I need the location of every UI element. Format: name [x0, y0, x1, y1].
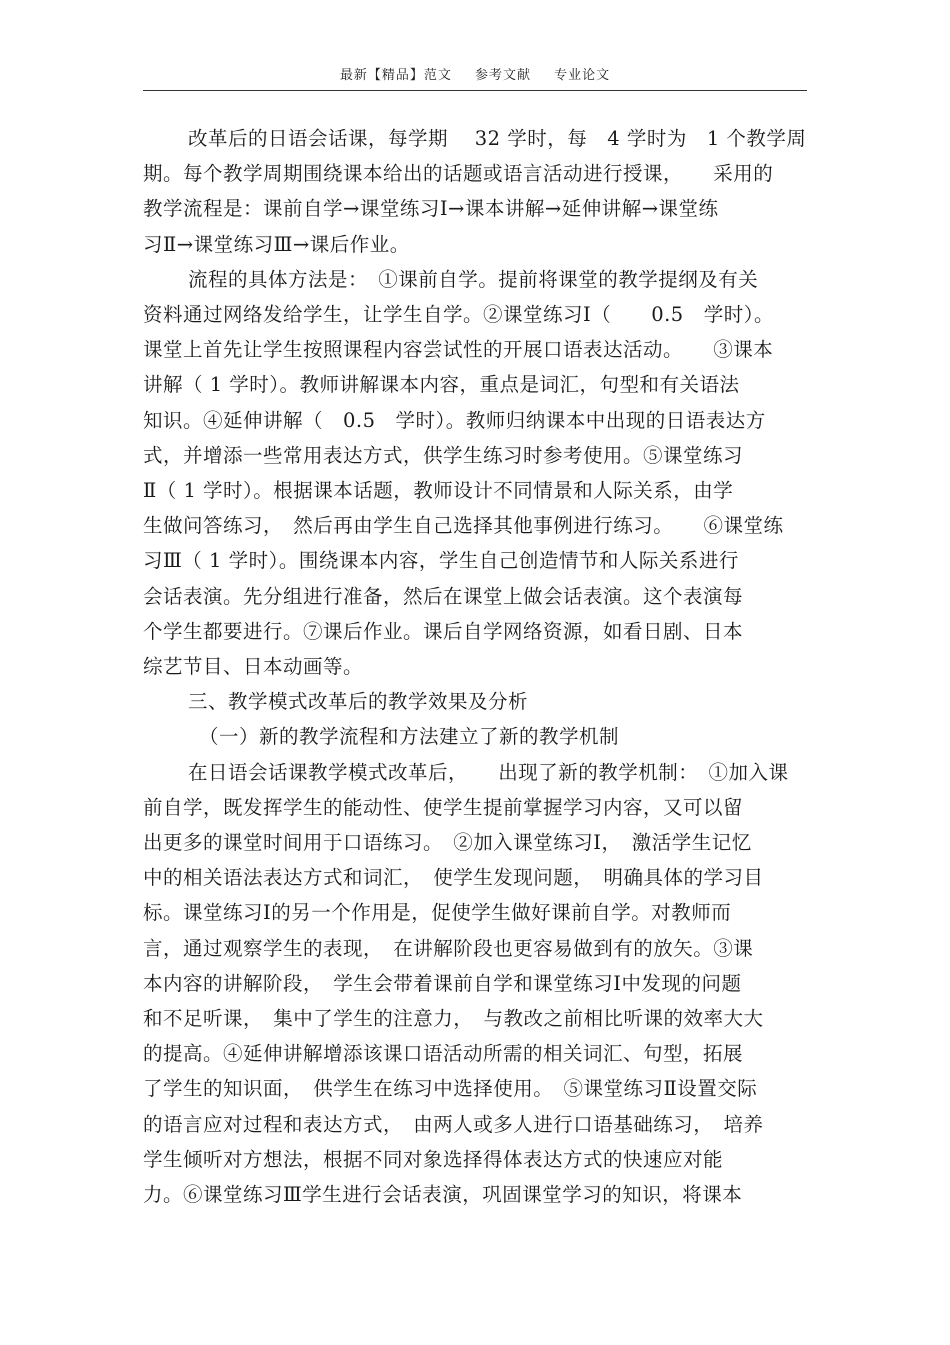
- text-line: 教学流程是：课前自学→课堂练习Ⅰ→课本讲解→延伸讲解→课堂练: [143, 197, 719, 221]
- text-line: 流程的具体方法是： ①课前自学。提前将课堂的教学提纲及有关: [188, 267, 759, 291]
- text-line: 本内容的讲解阶段， 学生会带着课前自学和课堂练习Ⅰ中发现的问题: [143, 971, 742, 995]
- text-line: （一）新的教学流程和方法建立了新的教学机制: [199, 725, 620, 749]
- text-line: 课堂上首先让学生按照课程内容尝试性的开展口语表达活动。 ③课本: [143, 338, 774, 362]
- header-item: 专业论文: [554, 68, 611, 83]
- text-line: 学生倾听对方想法，根据不同对象选择得体表达方式的快速应对能: [143, 1147, 724, 1171]
- text-line: 生做问答练习， 然后再由学生自己选择其他事例进行练习。 ⑥课堂练: [143, 514, 784, 538]
- text-line: 在日语会话课教学模式改革后， 出现了新的教学机制： ①加入课: [188, 760, 789, 784]
- text-line: 会话表演。先分组进行准备，然后在课堂上做会话表演。这个表演每: [143, 584, 744, 608]
- text-line: 中的相关语法表达方式和词汇， 使学生发现问题， 明确具体的学习目: [143, 866, 764, 890]
- text-line: 的提高。④延伸讲解增添该课口语活动所需的相关词汇、句型，拓展: [143, 1042, 744, 1066]
- header-item: 参考文献: [474, 68, 531, 83]
- text-line: 言，通过观察学生的表现， 在讲解阶段也更容易做到有的放矢。③课: [143, 936, 754, 960]
- text-line: 习Ⅱ→课堂练习Ⅲ→课后作业。: [143, 232, 410, 256]
- text-line: 了学生的知识面， 供学生在练习中选择使用。 ⑤课堂练习Ⅱ设置交际: [143, 1077, 758, 1101]
- text-line: 式，并增添一些常用表达方式，供学生练习时参考使用。⑤课堂练习: [143, 443, 744, 467]
- text-line: 综艺节目、日本动画等。: [143, 655, 364, 678]
- text-line: 个学生都要进行。⑦课后作业。课后自学网络资源，如看日剧、日本: [143, 619, 744, 643]
- page-header: [143, 64, 807, 83]
- text-line: 力。⑥课堂练习Ⅲ学生进行会话表演，巩固课堂学习的知识，将课本: [143, 1183, 743, 1206]
- text-line: 改革后的日语会话课，每学期 32 学时，每 4 学时为 1 个教学周: [188, 127, 807, 150]
- text-line: 出更多的课堂时间用于口语练习。 ②加入课堂练习Ⅰ， 激活学生记忆: [143, 831, 752, 854]
- text-line: 的语言应对过程和表达方式， 由两人或多人进行口语基础练习， 培养: [143, 1112, 764, 1136]
- text-line: Ⅱ（ 1 学时）。根据课本话题，教师设计不同情景和人际关系，由学: [143, 479, 734, 502]
- text-line: 资料通过网络发给学生，让学生自学。②课堂练习Ⅰ（ 0.5 学时）。: [143, 303, 774, 326]
- text-line: 习Ⅲ（ 1 学时）。围绕课本内容，学生自己创造情节和人际关系进行: [143, 549, 739, 573]
- text-line: 和不足听课， 集中了学生的注意力， 与教改之前相比听课的效率大大: [143, 1007, 764, 1030]
- header-item: 最新【精品】范文: [339, 68, 452, 83]
- text-line: 标。课堂练习Ⅰ的另一个作用是，促使学生做好课前自学。对教师而: [143, 901, 732, 925]
- text-line: 讲解（ 1 学时）。教师讲解课本内容，重点是词汇，句型和有关语法: [143, 373, 740, 397]
- text-line: 知识。④延伸讲解（ 0.5 学时）。教师归纳课本中出现的日语表达方: [143, 408, 766, 432]
- header-divider: [143, 90, 807, 91]
- text-line: 前自学，既发挥学生的能动性、使学生提前掌握学习内容，又可以留: [143, 795, 744, 819]
- text-line: 三、教学模式改革后的教学效果及分析: [188, 690, 529, 714]
- text-line: 期。每个教学周期围绕课本给出的话题或语言活动进行授课， 采用的: [143, 162, 774, 186]
